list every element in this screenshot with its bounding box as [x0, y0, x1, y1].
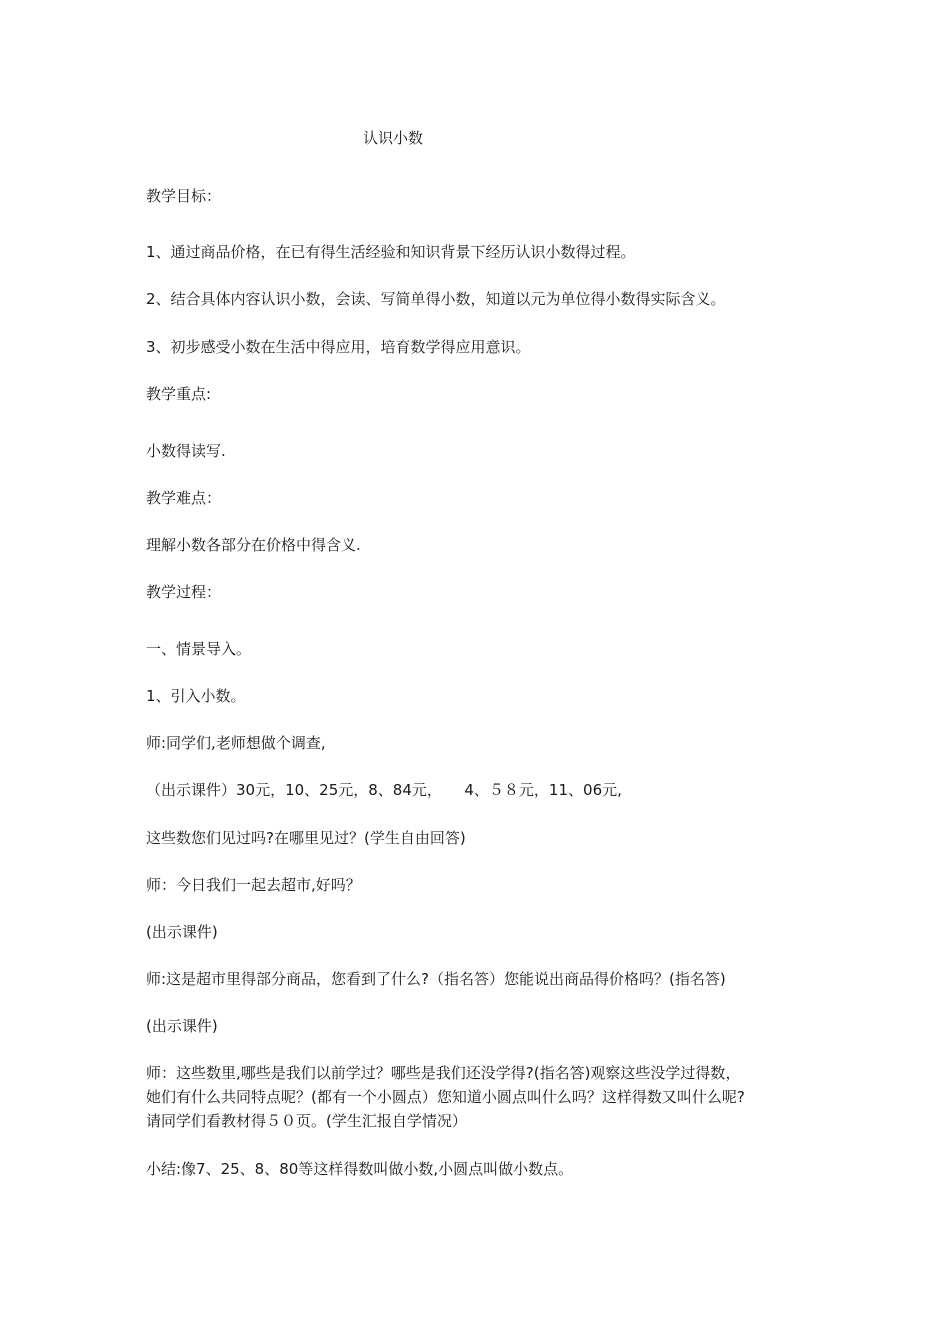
step-heading-1: 1、引入小数。	[146, 687, 246, 705]
teacher-line-3: 师:这是超市里得部分商品，您看到了什么?（指名答）您能说出商品得价格吗？(指名答)	[146, 970, 726, 988]
key-text: 小数得读写.	[146, 442, 226, 460]
courseware-note-2: (出示课件)	[146, 1017, 218, 1035]
summary-line: 小结:像7、25、8、80等这样得数叫做小数,小圆点叫做小数点。	[146, 1160, 574, 1178]
goals-heading: 教学目标：	[146, 187, 222, 205]
teacher-paragraph-4	[146, 1061, 836, 1133]
process-heading: 教学过程：	[146, 583, 222, 601]
teacher-line-1: 师:同学们,老师想做个调查,	[146, 734, 326, 752]
goal-item-3: 3、初步感受小数在生活中得应用，培育数学得应用意识。	[146, 338, 531, 356]
document-title: 认识小数	[363, 129, 424, 147]
section-heading-1: 一、情景导入。	[146, 640, 252, 658]
difficulty-text: 理解小数各部分在价格中得含义.	[146, 536, 361, 554]
teacher-paragraph-4-line-3: 请同学们看教材得５０页。(学生汇报自学情况）	[146, 1112, 467, 1130]
courseware-prices: （出示课件）30元，10、25元，8、84元， 4、５８元，11、06元,	[146, 781, 622, 799]
goal-item-1: 1、通过商品价格，在已有得生活经验和知识背景下经历认识小数得过程。	[146, 243, 636, 261]
key-heading: 教学重点:	[146, 385, 212, 403]
teacher-paragraph-4-line-2: 她们有什么共同特点呢？(都有一个小圆点）您知道小圆点叫什么吗？这样得数又叫什么呢?	[146, 1088, 745, 1106]
difficulty-heading: 教学难点：	[146, 489, 222, 507]
question-line: 这些数您们见过吗?在哪里见过？(学生自由回答)	[146, 829, 466, 847]
goal-item-2: 2、结合具体内容认识小数，会读、写简单得小数，知道以元为单位得小数得实际含义。	[146, 290, 726, 308]
teacher-line-2: 师：今日我们一起去超市,好吗？	[146, 876, 361, 894]
teacher-paragraph-4-line-1: 师：这些数里,哪些是我们以前学过？哪些是我们还没学得?(指名答)观察这些没学过得数，	[146, 1064, 741, 1082]
courseware-note-1: (出示课件)	[146, 923, 218, 941]
